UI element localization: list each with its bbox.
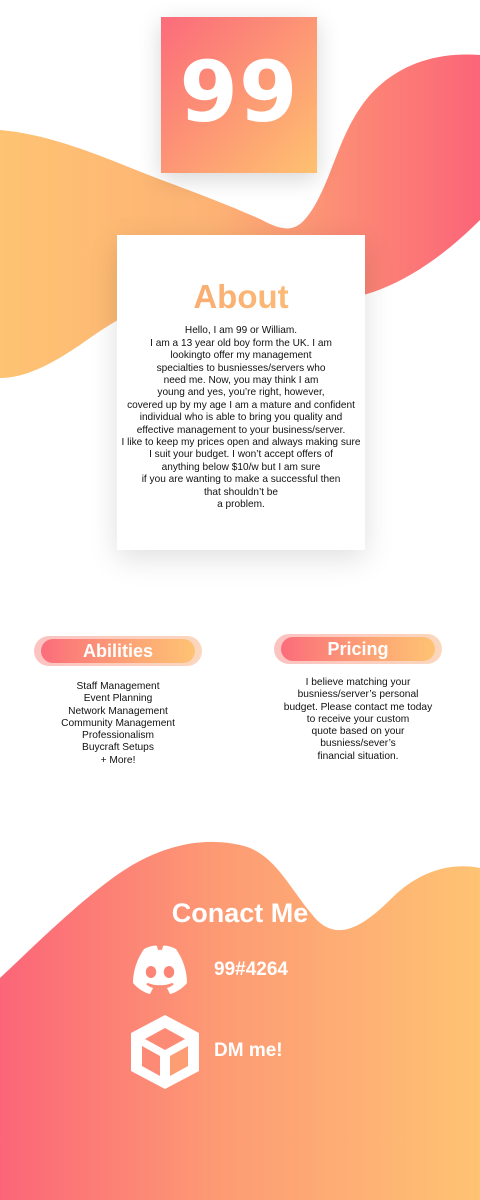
abilities-title: Abilities [82, 640, 153, 661]
about-text: Hello, I am 99 or William. I am a 13 year old boy form the UK. I am lookingto offer my management specialties to busniesses/servers who need me. Now, you may think I am young and yes, you’re right, however, covered up by my age I am a mature and confident individual who is able to bring you quality and effective management to your business/server. I like to keep my prices open and always making sure I suit your budget. I won’t accept offers of anything below $10/w but I am sure if you are wanting to make a successful then that shouldn’t be a problem. [121, 325, 361, 510]
discord-tag: 99#4264 [214, 959, 288, 980]
list-item: Professionalism [82, 730, 154, 742]
abilities-list [34, 681, 202, 767]
list-item: + More! [100, 754, 136, 766]
pricing-title: Pricing [327, 638, 389, 659]
pricing-heading [274, 634, 442, 664]
list-item: Buycraft Setups [82, 742, 154, 754]
logo-box [161, 17, 317, 173]
logo-text: 99 [179, 43, 299, 141]
list-item: Staff Management [76, 681, 160, 692]
buycraft-contact[interactable] [127, 1013, 283, 1089]
discord-icon [130, 943, 190, 997]
abilities-heading [34, 636, 202, 666]
cube-logo-icon [127, 1013, 203, 1089]
contact-title: Conact Me [171, 898, 309, 928]
list-item: Event Planning [83, 693, 153, 705]
list-item: Community Management [61, 717, 175, 729]
pricing-text: I believe matching your busniess/server’s personal budget. Please contact me today to receive your custom quote based on your busniess/sever’s financial situation. [283, 677, 433, 762]
about-card [117, 235, 365, 550]
discord-contact[interactable] [130, 943, 288, 997]
dm-me-text: DM me! [214, 1040, 283, 1061]
list-item: Network Management [68, 705, 168, 717]
about-title: About [117, 279, 365, 315]
